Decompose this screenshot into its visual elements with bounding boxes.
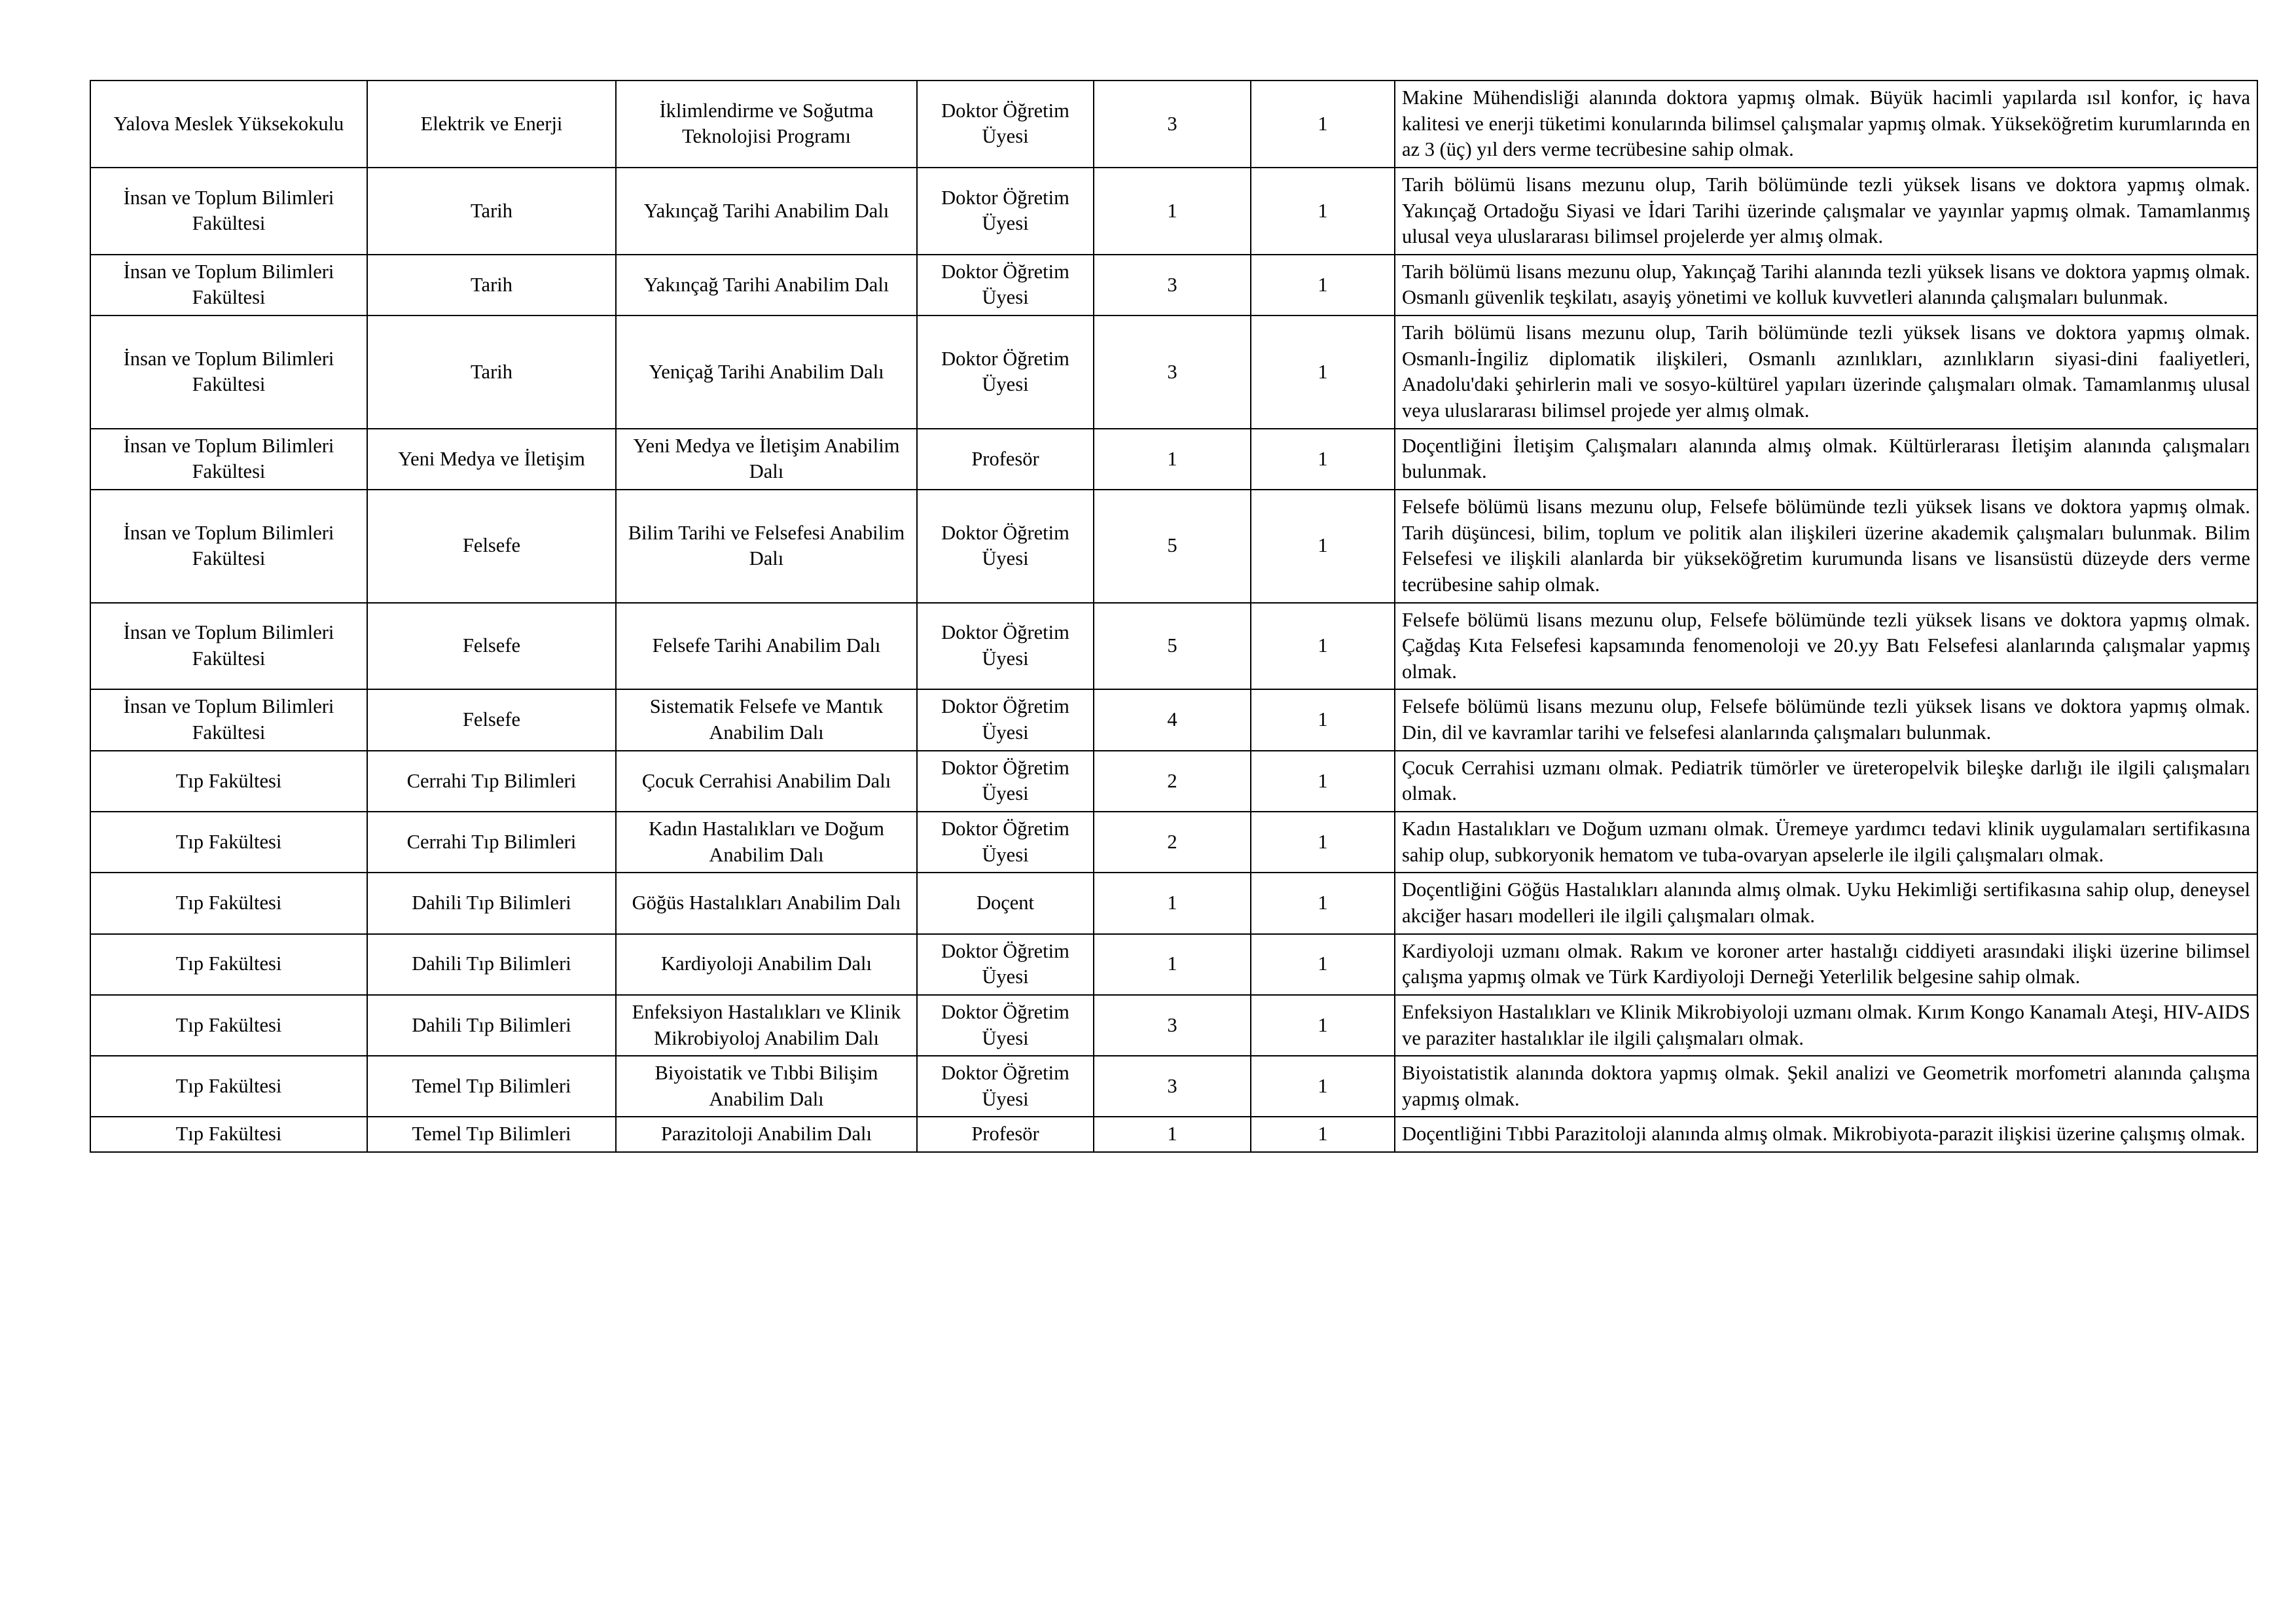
cell-faculty: Tıp Fakültesi: [90, 995, 367, 1056]
table-row: [90, 429, 2257, 490]
cell-program: Biyoistatik ve Tıbbi Bilişim Anabilim Dalı: [616, 1056, 917, 1117]
cell-program: Sistematik Felsefe ve Mantık Anabilim Dalı: [616, 689, 917, 750]
cell-degree: 3: [1094, 995, 1251, 1056]
cell-count: 1: [1251, 1056, 1395, 1117]
cell-count: 1: [1251, 490, 1395, 603]
table-row: [90, 1117, 2257, 1152]
cell-faculty: Tıp Fakültesi: [90, 934, 367, 995]
cell-program: İklimlendirme ve Soğutma Teknolojisi Programı: [616, 81, 917, 168]
table-row: [90, 168, 2257, 255]
cell-description: Çocuk Cerrahisi uzmanı olmak. Pediatrik tümörler ve üreteropelvik bileşke darlığı ile ilgili çalışmaları olmak.: [1395, 751, 2257, 812]
cell-program: Kardiyoloji Anabilim Dalı: [616, 934, 917, 995]
cell-description: Felsefe bölümü lisans mezunu olup, Felsefe bölümünde tezli yüksek lisans ve doktora yapmış olmak. Tarih düşüncesi, bilim, toplum ve politik alan ilişkileri üzerine akademik çalışmaları bulunmak. Bilim Felsefesi ve ilişkili alanlarda bir yükseköğretim kurumunda lisans ve lisansüstü düzeyde ders verme tecrübesine sahip olmak.: [1395, 490, 2257, 603]
cell-department: Temel Tıp Bilimleri: [367, 1056, 616, 1117]
cell-description: Felsefe bölümü lisans mezunu olup, Felsefe bölümünde tezli yüksek lisans ve doktora yapmış olmak. Din, dil ve kavramlar tarihi ve felsefesi alanlarında çalışmaları bulunmak.: [1395, 689, 2257, 750]
cell-count: 1: [1251, 812, 1395, 873]
cell-title: Doçent: [917, 873, 1094, 933]
cell-count: 1: [1251, 1117, 1395, 1152]
cell-degree: 4: [1094, 689, 1251, 750]
cell-program: Felsefe Tarihi Anabilim Dalı: [616, 603, 917, 690]
cell-department: Yeni Medya ve İletişim: [367, 429, 616, 490]
cell-count: 1: [1251, 603, 1395, 690]
cell-description: Biyoistatistik alanında doktora yapmış olmak. Şekil analizi ve Geometrik morfometri alanında çalışma yapmış olmak.: [1395, 1056, 2257, 1117]
table-row: [90, 490, 2257, 603]
cell-degree: 5: [1094, 490, 1251, 603]
cell-degree: 1: [1094, 873, 1251, 933]
table-row: [90, 316, 2257, 429]
table-row: [90, 255, 2257, 316]
cell-degree: 3: [1094, 255, 1251, 316]
table-row: [90, 934, 2257, 995]
cell-count: 1: [1251, 934, 1395, 995]
cell-faculty: İnsan ve Toplum Bilimleri Fakültesi: [90, 490, 367, 603]
cell-program: Yakınçağ Tarihi Anabilim Dalı: [616, 255, 917, 316]
cell-department: Felsefe: [367, 689, 616, 750]
cell-faculty: Tıp Fakültesi: [90, 812, 367, 873]
cell-faculty: İnsan ve Toplum Bilimleri Fakültesi: [90, 603, 367, 690]
cell-count: 1: [1251, 81, 1395, 168]
cell-faculty: Tıp Fakültesi: [90, 873, 367, 933]
cell-count: 1: [1251, 995, 1395, 1056]
cell-department: Dahili Tıp Bilimleri: [367, 995, 616, 1056]
cell-title: Doktor Öğretim Üyesi: [917, 995, 1094, 1056]
cell-department: Felsefe: [367, 603, 616, 690]
cell-count: 1: [1251, 873, 1395, 933]
cell-degree: 1: [1094, 429, 1251, 490]
cell-department: Temel Tıp Bilimleri: [367, 1117, 616, 1152]
cell-title: Doktor Öğretim Üyesi: [917, 603, 1094, 690]
cell-degree: 1: [1094, 1117, 1251, 1152]
table-row: [90, 689, 2257, 750]
cell-title: Doktor Öğretim Üyesi: [917, 1056, 1094, 1117]
cell-degree: 3: [1094, 81, 1251, 168]
cell-department: Felsefe: [367, 490, 616, 603]
cell-faculty: Tıp Fakültesi: [90, 1056, 367, 1117]
table-row: [90, 81, 2257, 168]
table-row: [90, 812, 2257, 873]
cell-description: Tarih bölümü lisans mezunu olup, Yakınçağ Tarihi alanında tezli yüksek lisans ve doktora yapmış olmak. Osmanlı güvenlik teşkilatı, asayiş yönetimi ve kolluk kuvvetleri alanında çalışmaları bulunmak.: [1395, 255, 2257, 316]
cell-title: Doktor Öğretim Üyesi: [917, 934, 1094, 995]
cell-faculty: Tıp Fakültesi: [90, 1117, 367, 1152]
cell-degree: 2: [1094, 812, 1251, 873]
cell-department: Tarih: [367, 255, 616, 316]
cell-count: 1: [1251, 689, 1395, 750]
cell-program: Göğüs Hastalıkları Anabilim Dalı: [616, 873, 917, 933]
cell-faculty: İnsan ve Toplum Bilimleri Fakültesi: [90, 316, 367, 429]
cell-description: Doçentliğini Tıbbi Parazitoloji alanında almış olmak. Mikrobiyota-parazit ilişkisi üzerine çalışmış olmak.: [1395, 1117, 2257, 1152]
cell-title: Profesör: [917, 429, 1094, 490]
cell-description: Kardiyoloji uzmanı olmak. Rakım ve koroner arter hastalığı ciddiyeti arasındaki ilişki üzerine bilimsel çalışma yapmış olmak ve Türk Kardiyoloji Derneği Yeterlilik belgesine sahip olmak.: [1395, 934, 2257, 995]
cell-title: Profesör: [917, 1117, 1094, 1152]
table-row: [90, 873, 2257, 933]
cell-count: 1: [1251, 429, 1395, 490]
cell-title: Doktor Öğretim Üyesi: [917, 168, 1094, 255]
cell-department: Tarih: [367, 168, 616, 255]
cell-faculty: İnsan ve Toplum Bilimleri Fakültesi: [90, 168, 367, 255]
cell-title: Doktor Öğretim Üyesi: [917, 81, 1094, 168]
academic-positions-table: [90, 80, 2258, 1153]
cell-department: Dahili Tıp Bilimleri: [367, 934, 616, 995]
cell-program: Yeni Medya ve İletişim Anabilim Dalı: [616, 429, 917, 490]
cell-faculty: İnsan ve Toplum Bilimleri Fakültesi: [90, 689, 367, 750]
cell-department: Elektrik ve Enerji: [367, 81, 616, 168]
cell-degree: 3: [1094, 1056, 1251, 1117]
cell-program: Çocuk Cerrahisi Anabilim Dalı: [616, 751, 917, 812]
cell-department: Cerrahi Tıp Bilimleri: [367, 751, 616, 812]
cell-faculty: İnsan ve Toplum Bilimleri Fakültesi: [90, 429, 367, 490]
cell-description: Tarih bölümü lisans mezunu olup, Tarih bölümünde tezli yüksek lisans ve doktora yapmış olmak. Yakınçağ Ortadoğu Siyasi ve İdari Tarihi üzerinde çalışmalar ve yayınlar yapmış olmak. Tamamlanmış ulusal veya uluslararası bilimsel projelerde yer almış olmak.: [1395, 168, 2257, 255]
cell-description: Enfeksiyon Hastalıkları ve Klinik Mikrobiyoloji uzmanı olmak. Kırım Kongo Kanamalı Ateşi, HIV-AIDS ve paraziter hastalıklar ile ilgili çalışmaları olmak.: [1395, 995, 2257, 1056]
table-row: [90, 751, 2257, 812]
cell-title: Doktor Öğretim Üyesi: [917, 255, 1094, 316]
cell-program: Bilim Tarihi ve Felsefesi Anabilim Dalı: [616, 490, 917, 603]
cell-description: Doçentliğini İletişim Çalışmaları alanında almış olmak. Kültürlerarası İletişim alanında çalışmaları bulunmak.: [1395, 429, 2257, 490]
cell-title: Doktor Öğretim Üyesi: [917, 812, 1094, 873]
cell-title: Doktor Öğretim Üyesi: [917, 751, 1094, 812]
cell-count: 1: [1251, 168, 1395, 255]
cell-description: Makine Mühendisliği alanında doktora yapmış olmak. Büyük hacimli yapılarda ısıl konfor, iç hava kalitesi ve enerji tüketimi konularında bilimsel çalışmalar yapmış olmak. Yükseköğretim kurumlarında en az 3 (üç) yıl ders verme tecrübesine sahip olmak.: [1395, 81, 2257, 168]
cell-faculty: Tıp Fakültesi: [90, 751, 367, 812]
cell-program: Enfeksiyon Hastalıkları ve Klinik Mikrobiyoloj Anabilim Dalı: [616, 995, 917, 1056]
cell-count: 1: [1251, 751, 1395, 812]
cell-program: Yeniçağ Tarihi Anabilim Dalı: [616, 316, 917, 429]
cell-department: Tarih: [367, 316, 616, 429]
cell-degree: 2: [1094, 751, 1251, 812]
table-body: [90, 81, 2257, 1152]
cell-degree: 1: [1094, 934, 1251, 995]
cell-title: Doktor Öğretim Üyesi: [917, 689, 1094, 750]
cell-program: Yakınçağ Tarihi Anabilim Dalı: [616, 168, 917, 255]
cell-title: Doktor Öğretim Üyesi: [917, 490, 1094, 603]
table-row: [90, 1056, 2257, 1117]
cell-department: Dahili Tıp Bilimleri: [367, 873, 616, 933]
cell-count: 1: [1251, 255, 1395, 316]
cell-faculty: İnsan ve Toplum Bilimleri Fakültesi: [90, 255, 367, 316]
cell-department: Cerrahi Tıp Bilimleri: [367, 812, 616, 873]
table-row: [90, 603, 2257, 690]
cell-description: Felsefe bölümü lisans mezunu olup, Felsefe bölümünde tezli yüksek lisans ve doktora yapmış olmak. Çağdaş Kıta Felsefesi kapsamında fenomenoloji ve 20.yy Batı Felsefesi alanlarında çalışmalar yapmış olmak.: [1395, 603, 2257, 690]
cell-count: 1: [1251, 316, 1395, 429]
cell-faculty: Yalova Meslek Yüksekokulu: [90, 81, 367, 168]
cell-description: Kadın Hastalıkları ve Doğum uzmanı olmak. Üremeye yardımcı tedavi klinik uygulamaları sertifikasına sahip olup, subkoryonik hematom ve tuba-ovaryan apselerle ile ilgili çalışmaları olmak.: [1395, 812, 2257, 873]
cell-program: Parazitoloji Anabilim Dalı: [616, 1117, 917, 1152]
cell-degree: 3: [1094, 316, 1251, 429]
cell-description: Tarih bölümü lisans mezunu olup, Tarih bölümünde tezli yüksek lisans ve doktora yapmış olmak. Osmanlı-İngiliz diplomatik ilişkileri, Osmanlı azınlıkları, azınlıkların siyasi-dini faaliyetleri, Anadolu'daki şehirlerin mali ve sosyo-kültürel yapıları üzerinde çalışmaları olmak. Tamamlanmış ulusal veya uluslararası bilimsel projede yer almış olmak.: [1395, 316, 2257, 429]
cell-program: Kadın Hastalıkları ve Doğum Anabilim Dalı: [616, 812, 917, 873]
cell-title: Doktor Öğretim Üyesi: [917, 316, 1094, 429]
table-row: [90, 995, 2257, 1056]
cell-description: Doçentliğini Göğüs Hastalıkları alanında almış olmak. Uyku Hekimliği sertifikasına sahip olup, deneysel akciğer hasarı modelleri ile ilgili çalışmaları olmak.: [1395, 873, 2257, 933]
cell-degree: 1: [1094, 168, 1251, 255]
cell-degree: 5: [1094, 603, 1251, 690]
